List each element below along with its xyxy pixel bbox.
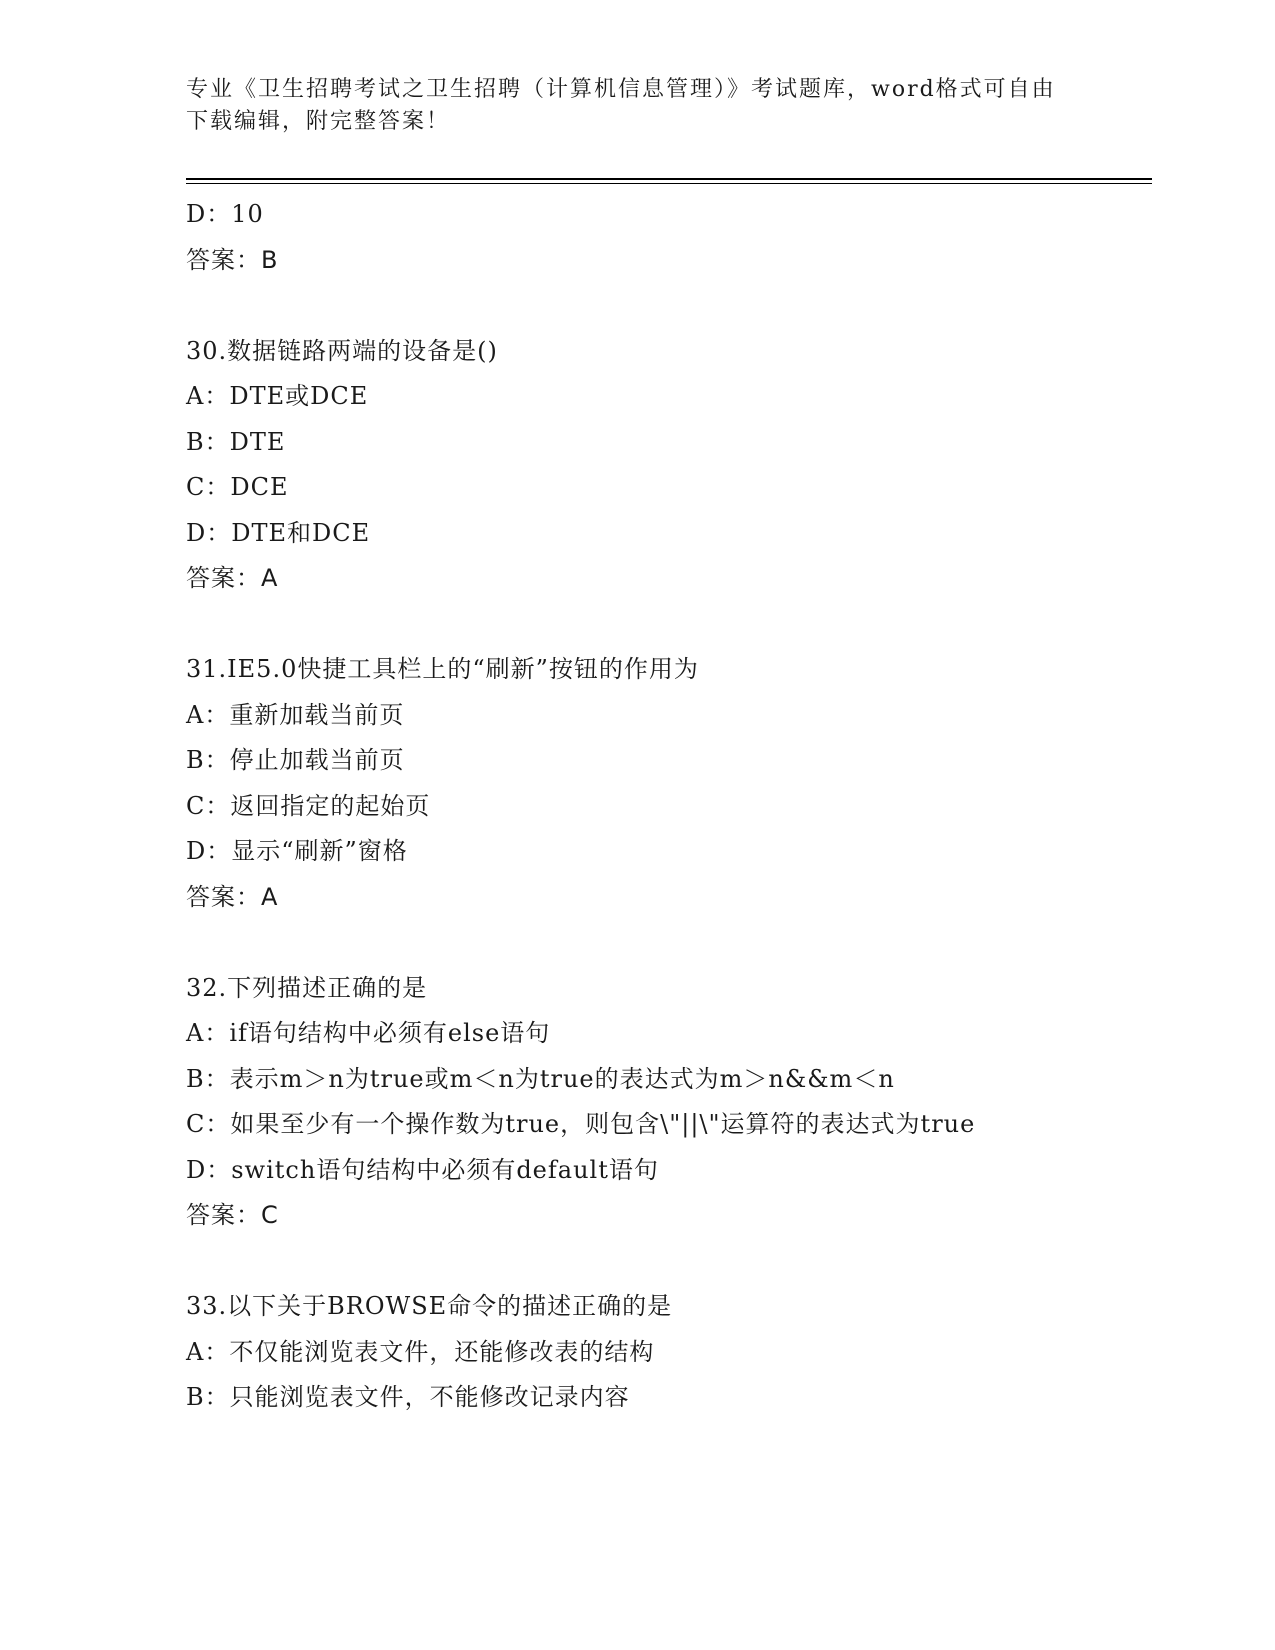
q31-option-c: C：返回指定的起始页 <box>186 791 431 820</box>
prev-answer: 答案：B <box>186 245 279 274</box>
prev-option-d: D：10 <box>186 200 264 228</box>
q30-option-d: D：DTE和DCE <box>186 518 371 547</box>
question-list <box>186 192 1066 1421</box>
header-divider-thin <box>186 183 1152 184</box>
q30-option-a: A：DTE或DCE <box>186 382 369 410</box>
q32-option-c: C：如果至少有一个操作数为true，则包含\"||\"运算符的表达式为true <box>186 1110 976 1138</box>
q33-option-a: A：不仅能浏览表文件，还能修改表的结构 <box>186 1337 655 1366</box>
q30-option-c: C：DCE <box>186 473 289 501</box>
q31-option-a: A：重新加载当前页 <box>186 700 405 729</box>
q33-option-b: B：只能浏览表文件，不能修改记录内容 <box>186 1383 630 1411</box>
spacer <box>186 920 1066 966</box>
header-divider-thick <box>186 178 1152 180</box>
q31-answer: 答案：A <box>186 882 279 911</box>
q32-option-d: D：switch语句结构中必须有default语句 <box>186 1155 659 1184</box>
document-header: 专业《卫生招聘考试之卫生招聘（计算机信息管理）》考试题库，word格式可自由下载编辑，附完整答案！ <box>186 77 1056 134</box>
q31-option-b: B：停止加载当前页 <box>186 746 405 774</box>
q32-option-a: A：if语句结构中必须有else语句 <box>186 1019 551 1047</box>
q30-answer: 答案：A <box>186 564 279 592</box>
q33-title: 33.以下关于BROWSE命令的描述正确的是 <box>186 1292 673 1320</box>
spacer <box>186 283 1066 329</box>
q31-title: 31.IE5.0快捷工具栏上的“刷新”按钮的作用为 <box>186 655 699 683</box>
q32-answer: 答案：C <box>186 1201 279 1229</box>
q30-title: 30.数据链路两端的设备是() <box>186 336 498 365</box>
spacer <box>186 602 1066 648</box>
q30-option-b: B：DTE <box>186 427 286 456</box>
spacer <box>186 1239 1066 1285</box>
q32-title: 32.下列描述正确的是 <box>186 973 428 1002</box>
q32-option-b: B：表示m＞n为true或m＜n为true的表达式为m＞n&&m＜n <box>186 1064 895 1093</box>
q31-option-d: D：显示“刷新”窗格 <box>186 837 408 865</box>
